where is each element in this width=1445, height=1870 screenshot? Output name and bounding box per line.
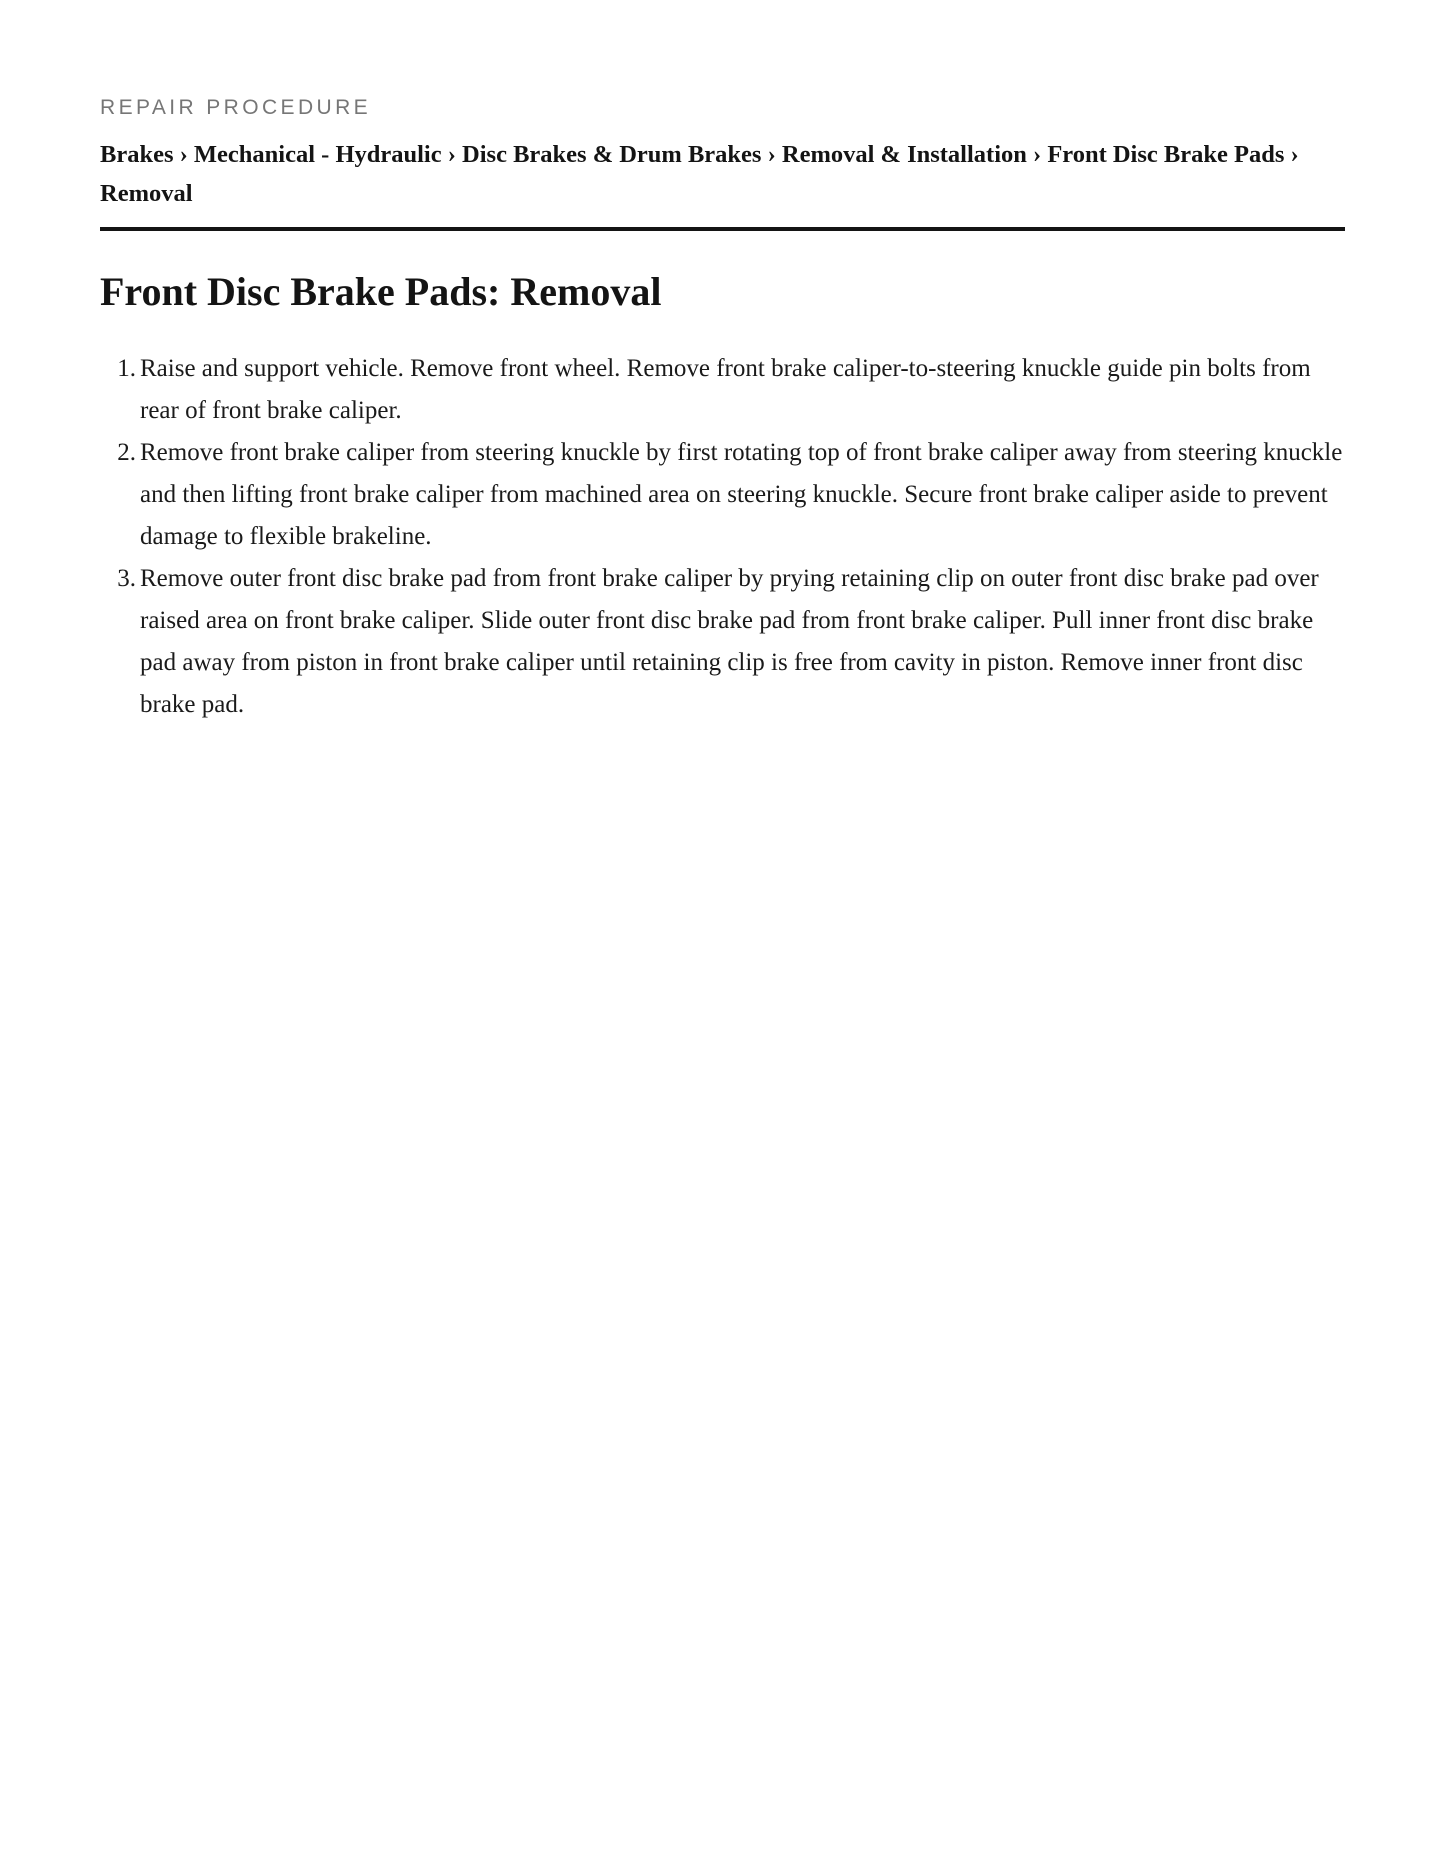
section-eyebrow: REPAIR PROCEDURE — [100, 96, 372, 119]
procedure-steps — [100, 348, 1345, 726]
step-text: Remove outer front disc brake pad from front brake caliper by prying retaining clip on outer front disc brake pad over raised area on front brake caliper. Slide outer front disc brake pad from front brake caliper. Pull inner front disc brake pad away from piston in front brake caliper until retaining clip is free from cavity in piston. Remove inner front disc brake pad. — [140, 565, 1319, 718]
breadcrumb-separator: › — [1033, 141, 1048, 168]
breadcrumb — [100, 135, 1345, 213]
breadcrumb-item-removal-installation[interactable]: Removal & Installation — [781, 141, 1027, 168]
step-text: Remove front brake caliper from steering knuckle by first rotating top of front brake caliper away from steering knuckle and then lifting front brake caliper from machined area on steering knuckle. Secure front brake caliper aside to prevent damage to flexible brakeline. — [140, 439, 1343, 550]
breadcrumb-item-disc-drum-brakes[interactable]: Disc Brakes & Drum Brakes — [462, 141, 762, 168]
breadcrumb-item-removal: Removal — [100, 180, 193, 207]
breadcrumb-separator: › — [447, 141, 463, 168]
breadcrumb-separator: › — [767, 141, 782, 168]
breadcrumb-separator: › — [1290, 141, 1299, 168]
step-text: Raise and support vehicle. Remove front wheel. Remove front brake caliper-to-steering knuckle guide pin bolts from rear of front brake caliper. — [140, 355, 1311, 424]
breadcrumb-item-mechanical-hydraulic[interactable]: Mechanical - Hydraulic — [193, 141, 442, 168]
step-number: 1. — [117, 355, 136, 382]
breadcrumb-item-front-disc-brake-pads[interactable]: Front Disc Brake Pads — [1047, 141, 1285, 168]
step-number: 3. — [117, 565, 136, 592]
procedure-step — [117, 348, 1345, 432]
breadcrumb-item-brakes[interactable]: Brakes — [100, 141, 174, 168]
procedure-step — [117, 558, 1345, 726]
breadcrumb-separator: › — [179, 141, 194, 168]
step-number: 2. — [117, 439, 136, 466]
procedure-step — [117, 432, 1345, 558]
header-divider — [100, 227, 1345, 231]
page-title: Front Disc Brake Pads: Removal — [100, 269, 662, 314]
